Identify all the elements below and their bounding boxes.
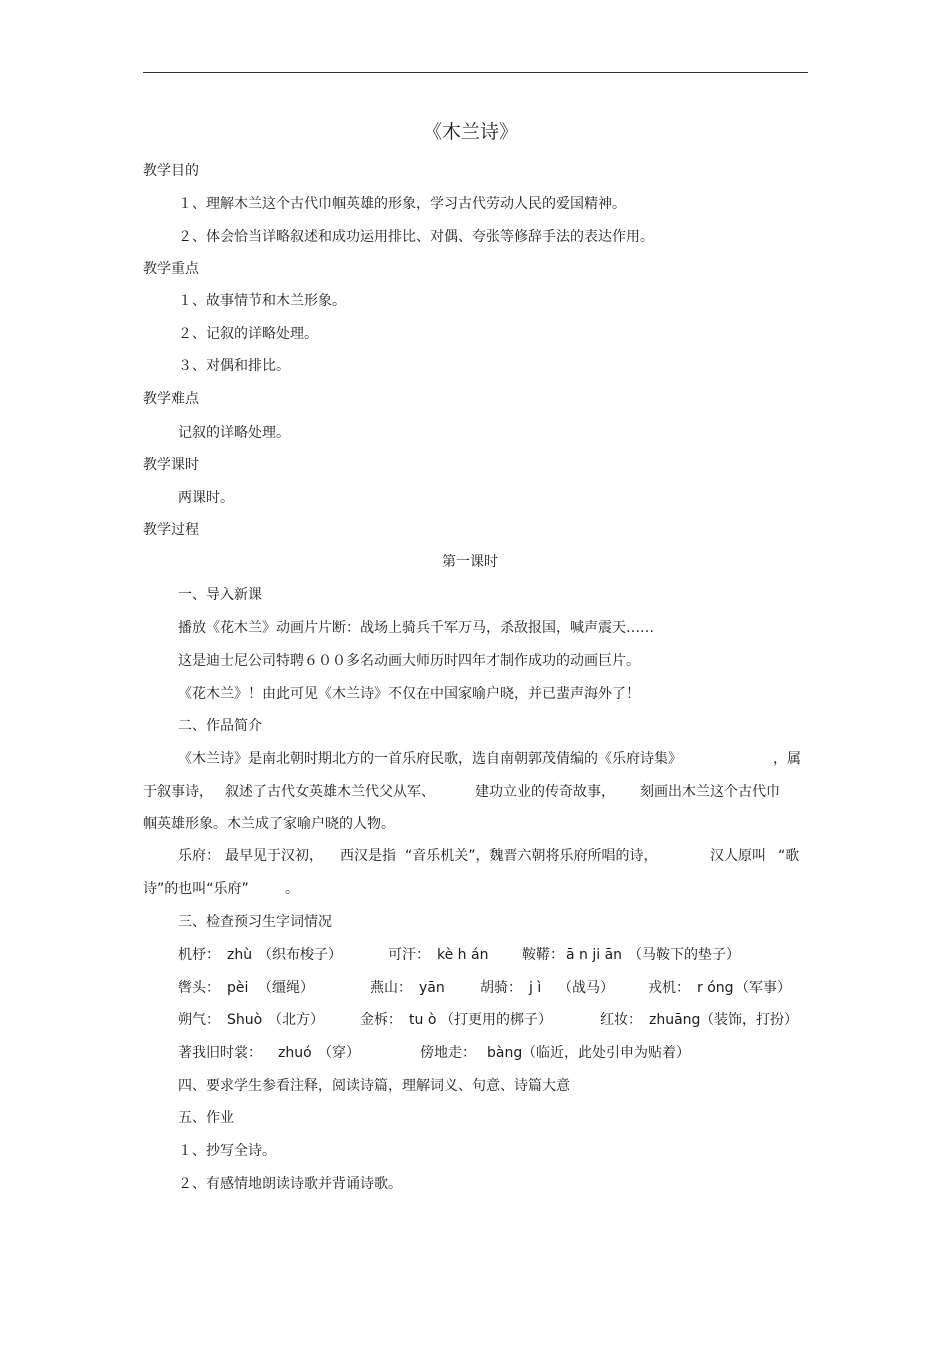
yuefu-fragment: 西汉是指 [340,848,396,864]
key-point-item: １、故事情节和木兰形象。 [178,293,346,309]
key-point-item: ３、对偶和排比。 [178,358,290,374]
key-point-item: ２、记叙的详略处理。 [178,326,318,342]
yuefu-fragment: “歌 [778,848,800,864]
objectives-heading: 教学目的 [143,163,199,179]
vocab-pinyin: tu ò [409,1012,437,1028]
reading-task: 四、要求学生参看注释，阅读诗篇，理解词义、句意、诗篇大意 [178,1078,570,1094]
vocab-word: 鞍鞯： [522,947,564,963]
objective-item: ２、体会恰当详略叙述和成功运用排比、对偶、夸张等修辞手法的表达作用。 [178,229,654,245]
difficulty-heading: 教学难点 [143,391,199,407]
homework-item: ２、有感情地朗读诗歌并背诵诗歌。 [178,1176,402,1192]
homework-item: １、抄写全诗。 [178,1143,276,1159]
yuefu-fragment: 乐府： [178,848,220,864]
vocab-note: （缰绳） [258,980,314,996]
vocab-note: （马鞍下的垫子） [628,947,740,963]
work-para-fragment: ，属 [773,751,801,767]
yuefu-fragment: “音乐机关”，魏晋六朝将乐府所唱的诗， [405,848,658,864]
vocab-note: （穿） [318,1045,360,1061]
vocab-word: 燕山： [370,980,412,996]
header-rule [143,72,808,73]
intro-line: 这是迪士尼公司特聘６００多名动画大师历时四年才制作成功的动画巨片。 [178,653,640,669]
vocab-pinyin: zhuó [278,1045,312,1061]
page-title: 《木兰诗》 [423,121,519,143]
vocab-pinyin: yān [419,980,445,996]
vocab-pinyin: Shuò [227,1012,263,1028]
vocab-pinyin: bàng [487,1045,523,1061]
vocab-word: 朔气： [178,1012,220,1028]
vocab-pinyin: j ì [529,980,542,996]
vocab-heading: 三、检查预习生字词情况 [178,914,332,930]
objective-item: １、理解木兰这个古代巾帼英雄的形象，学习古代劳动人民的爱国精神。 [178,196,626,212]
yuefu-fragment: 诗”的也叫“乐府” [143,881,249,897]
homework-heading: 五、作业 [178,1110,234,1126]
vocab-word: 金柝： [360,1012,402,1028]
vocab-word: 傍地走： [420,1045,476,1061]
vocab-word: 辔头： [178,980,220,996]
vocab-note: （织布梭子） [258,947,342,963]
lesson-heading: 第一课时 [442,554,498,570]
work-para-fragment: 建功立业的传奇故事， [475,784,615,800]
difficulty-text: 记叙的详略处理。 [178,425,290,441]
vocab-note: （北方） [268,1012,324,1028]
key-points-heading: 教学重点 [143,261,199,277]
vocab-pinyin: kè h án [437,947,489,963]
work-para-fragment: 叙述了古代女英雄木兰代父从军、 [225,784,435,800]
yuefu-fragment: 最早见于汉初， [225,848,323,864]
intro-heading: 一、导入新课 [178,587,262,603]
vocab-word: 红妆： [600,1012,642,1028]
yuefu-fragment: 。 [285,881,299,897]
vocab-pinyin: zhù [227,947,253,963]
vocab-word: 胡骑： [480,980,522,996]
vocab-word: 机杼： [178,947,220,963]
work-para-line: 《木兰诗》是南北朝时期北方的一首乐府民歌，选自南朝郭茂倩编的《乐府诗集》 [178,751,682,767]
vocab-note: （装饰，打扮） [700,1012,798,1028]
work-para-line: 帼英雄形象。木兰成了家喻户晓的人物。 [143,816,395,832]
periods-text: 两课时。 [178,490,234,506]
vocab-pinyin: pèi [227,980,249,996]
work-para-fragment: 于叙事诗， [143,784,213,800]
vocab-word: 著我旧时裳： [178,1045,262,1061]
yuefu-fragment: 汉人原叫 [710,848,766,864]
vocab-note: （军事） [735,980,791,996]
vocab-note: （打更用的梆子） [440,1012,552,1028]
vocab-word: 戎机： [648,980,690,996]
work-para-fragment: 刻画出木兰这个古代巾 [640,784,780,800]
vocab-pinyin: zhuāng [649,1012,701,1028]
vocab-pinyin: ā n ji ān [566,947,623,963]
intro-line: 播放《花木兰》动画片片断：战场上骑兵千军万马，杀敌报国，喊声震天…… [178,620,654,636]
vocab-pinyin: r óng [697,980,734,996]
vocab-word: 可汗： [388,947,430,963]
periods-heading: 教学课时 [143,457,199,473]
process-heading: 教学过程 [143,522,199,538]
vocab-note: （临近，此处引申为贴着） [522,1045,690,1061]
work-heading: 二、作品简介 [178,718,262,734]
intro-line: 《花木兰》！由此可见《木兰诗》不仅在中国家喻户晓，并已蜚声海外了！ [178,686,640,702]
vocab-note: （战马） [558,980,614,996]
